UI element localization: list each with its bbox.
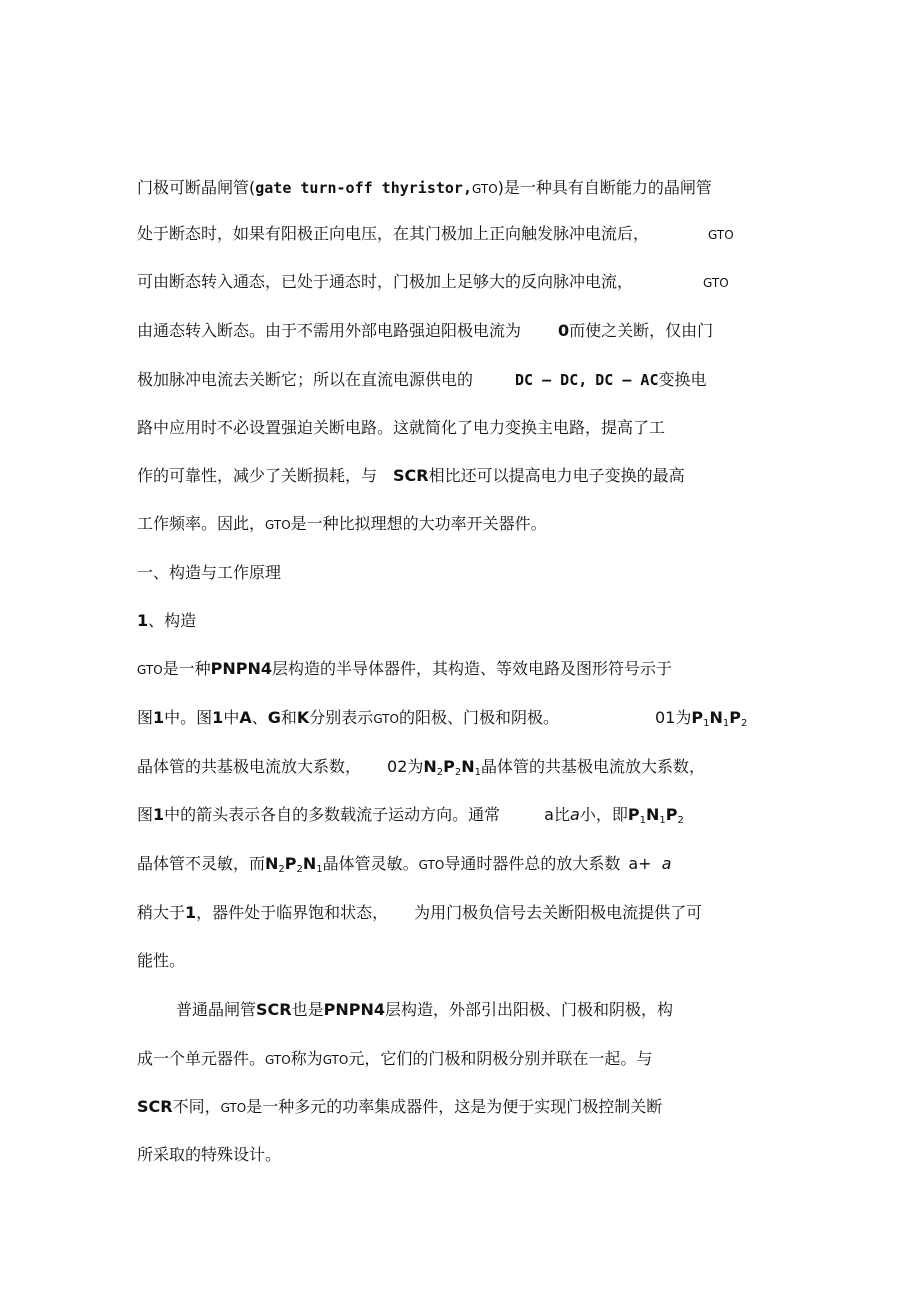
symbol-text: a bbox=[570, 805, 580, 824]
number-text: 1 bbox=[153, 708, 165, 727]
text-run: 工作频率。因此， bbox=[137, 514, 266, 533]
term-text: SCR bbox=[393, 466, 429, 485]
paragraph-line bbox=[137, 1096, 662, 1119]
text-run: 中。图 bbox=[164, 708, 213, 727]
paragraph-line bbox=[137, 417, 665, 439]
subscript: 1 bbox=[639, 815, 646, 826]
paragraph-line bbox=[137, 756, 705, 784]
paragraph-line bbox=[137, 707, 747, 735]
term-text: gate turn-off thyristor, bbox=[255, 179, 472, 197]
term-text: N bbox=[423, 757, 437, 776]
paragraph-line bbox=[137, 950, 185, 972]
text-run: 成一个单元器件。 bbox=[137, 1049, 266, 1068]
text-run: 导通时器件总的放大系数 bbox=[444, 854, 621, 873]
heading-text: 、构造 bbox=[148, 611, 197, 630]
heading-number: 1 bbox=[137, 611, 149, 630]
subscript: 1 bbox=[659, 815, 666, 826]
text-run: 小，即 bbox=[579, 805, 628, 824]
text-run: 能性。 bbox=[137, 951, 186, 970]
symbol-text: a+ bbox=[628, 854, 652, 873]
text-run: 相比还可以提高电力电子变换的最高 bbox=[428, 466, 685, 485]
text-run: 、 bbox=[251, 708, 268, 727]
text-run: 分别表示 bbox=[309, 708, 374, 727]
text-run: 而使之关断，仅由门 bbox=[569, 321, 714, 340]
text-run: 和 bbox=[280, 708, 297, 727]
term-text: N bbox=[461, 757, 475, 776]
term-text: DC — AC bbox=[595, 371, 659, 389]
text-run: ，器件处于临界饱和状态， bbox=[196, 903, 389, 922]
abbreviation-text: GTO bbox=[220, 1101, 247, 1115]
abbreviation-text: GTO bbox=[373, 712, 399, 726]
subscript: 1 bbox=[474, 767, 482, 778]
text-run: 普通晶闸管 bbox=[176, 1000, 257, 1019]
abbreviation-text: GTO bbox=[137, 663, 163, 677]
term-text: P bbox=[443, 757, 455, 776]
term-text: P bbox=[665, 805, 678, 824]
text-run: 也是 bbox=[291, 1000, 324, 1019]
text-run: 门极可断晶闸管( bbox=[137, 178, 256, 197]
number-text: 1 bbox=[185, 903, 197, 922]
text-run: 图 bbox=[137, 805, 154, 824]
subscript: 2 bbox=[677, 815, 684, 826]
text-run: 层构造，外部引出阳极、门极和阴极，构 bbox=[385, 1000, 674, 1019]
term-text: SCR bbox=[137, 1097, 173, 1116]
text-run: 图 bbox=[137, 708, 154, 727]
paragraph-line bbox=[137, 320, 713, 342]
paragraph-line bbox=[137, 1048, 652, 1071]
text-run: 不同， bbox=[172, 1097, 221, 1116]
text-run: 是一种多元的功率集成器件，这是为便于实现门极控制关断 bbox=[246, 1097, 663, 1116]
subsection-heading bbox=[137, 610, 196, 632]
text-run: 所采取的特殊设计。 bbox=[137, 1145, 282, 1164]
symbol-text: 01 bbox=[654, 708, 676, 727]
text-run: 晶体管的共基极电流放大系数， bbox=[137, 757, 362, 776]
text-run: 变换电 bbox=[658, 370, 707, 389]
text-run: 晶体管的共基极电流放大系数， bbox=[481, 757, 706, 776]
text-run: 晶体管灵敏。 bbox=[322, 854, 419, 873]
text-run: 可由断态转入通态，已处于通态时，门极加上足够大的反向脉冲电流， bbox=[137, 272, 634, 291]
paragraph-line bbox=[137, 271, 729, 294]
term-text: P bbox=[627, 805, 640, 824]
text-run: )是一种具有自断能力的晶闸管 bbox=[497, 178, 712, 197]
paragraph-line bbox=[137, 853, 671, 881]
text-run: 为 bbox=[675, 708, 692, 727]
subscript: 1 bbox=[316, 864, 323, 875]
abbreviation-text: GTO bbox=[322, 1053, 349, 1067]
term-text: SCR bbox=[256, 1000, 292, 1019]
text-run: 是一种 bbox=[162, 659, 211, 678]
subscript: 2 bbox=[740, 718, 748, 729]
text-run: 由通态转入断态。由于不需用外部电路强迫阳极电流为 bbox=[137, 321, 522, 340]
term-text: P bbox=[691, 708, 704, 727]
text-run: 比 bbox=[553, 805, 570, 824]
subscript: 1 bbox=[703, 718, 710, 729]
symbol-text: 02 bbox=[387, 757, 408, 776]
abbreviation-text: GTO bbox=[265, 1053, 291, 1067]
abbreviation-text: GTO bbox=[703, 276, 729, 290]
text-run: 是一种比拟理想的大功率开关器件。 bbox=[290, 514, 547, 533]
heading-text: 一、构造与工作原理 bbox=[137, 563, 282, 582]
paragraph-line bbox=[176, 999, 673, 1021]
abbreviation-text: GTO bbox=[418, 858, 445, 872]
term-text: P bbox=[284, 854, 297, 873]
paragraph-line bbox=[137, 369, 707, 391]
text-run: 晶体管不灵敏，而 bbox=[137, 854, 266, 873]
term-text: N bbox=[645, 805, 660, 824]
subscript: 2 bbox=[454, 767, 462, 778]
text-run: 中 bbox=[223, 708, 240, 727]
symbol-text: a bbox=[544, 805, 554, 824]
abbreviation-text: GTO bbox=[708, 228, 734, 242]
subscript: 2 bbox=[278, 864, 285, 875]
text-run: 路中应用时不必设置强迫关断电路。这就简化了电力变换主电路，提高了工 bbox=[137, 418, 666, 437]
text-run: 为 bbox=[407, 757, 424, 776]
term-text: N bbox=[709, 708, 723, 727]
subscript: 1 bbox=[722, 718, 730, 729]
text-run: 为用门极负信号去关断阳极电流提供了可 bbox=[414, 903, 703, 922]
subscript: 2 bbox=[436, 767, 444, 778]
paragraph-line bbox=[137, 1144, 281, 1166]
text-run: 层构造的半导体器件，其构造、等效电路及图形符号示于 bbox=[272, 659, 673, 678]
number-text: 1 bbox=[153, 805, 165, 824]
paragraph-line bbox=[137, 804, 684, 832]
text-run: 中的箭头表示各自的多数载流子运动方向。通常 bbox=[164, 805, 501, 824]
section-heading bbox=[137, 562, 281, 584]
number-text: 1 bbox=[212, 708, 224, 727]
term-text: DC — DC, bbox=[515, 371, 588, 389]
paragraph-line bbox=[137, 465, 685, 487]
paragraph-line bbox=[137, 513, 547, 536]
text-run: 元，它们的门极和阴极分别并联在一起。与 bbox=[348, 1049, 653, 1068]
term-text: N bbox=[265, 854, 279, 873]
text-run: 称为 bbox=[290, 1049, 323, 1068]
text-run: 的阳极、门极和阴极。 bbox=[398, 708, 559, 727]
term-text: N bbox=[302, 854, 317, 873]
paragraph-line bbox=[137, 658, 672, 681]
subscript: 2 bbox=[296, 864, 303, 875]
number-text: 0 bbox=[558, 321, 570, 340]
term-text: K bbox=[296, 708, 310, 727]
term-text: P bbox=[729, 708, 741, 727]
paragraph-line bbox=[137, 177, 712, 200]
term-text: PNPN4 bbox=[323, 1000, 385, 1019]
term-text: G bbox=[267, 708, 281, 727]
paragraph-line bbox=[137, 223, 734, 246]
text-run: 作的可靠性，减少了关断损耗，与 bbox=[137, 466, 378, 485]
term-text: A bbox=[239, 708, 252, 727]
text-run: 稍大于 bbox=[137, 903, 186, 922]
abbreviation-text: GTO bbox=[265, 518, 291, 532]
symbol-text: a bbox=[661, 854, 672, 873]
text-run: 处于断态时，如果有阳极正向电压，在其门极加上正向触发脉冲电流后， bbox=[137, 224, 650, 243]
text-run: 极加脉冲电流去关断它；所以在直流电源供电的 bbox=[137, 370, 474, 389]
abbreviation-text: GTO bbox=[472, 182, 498, 196]
paragraph-line bbox=[137, 902, 702, 924]
term-text: PNPN4 bbox=[210, 659, 273, 678]
